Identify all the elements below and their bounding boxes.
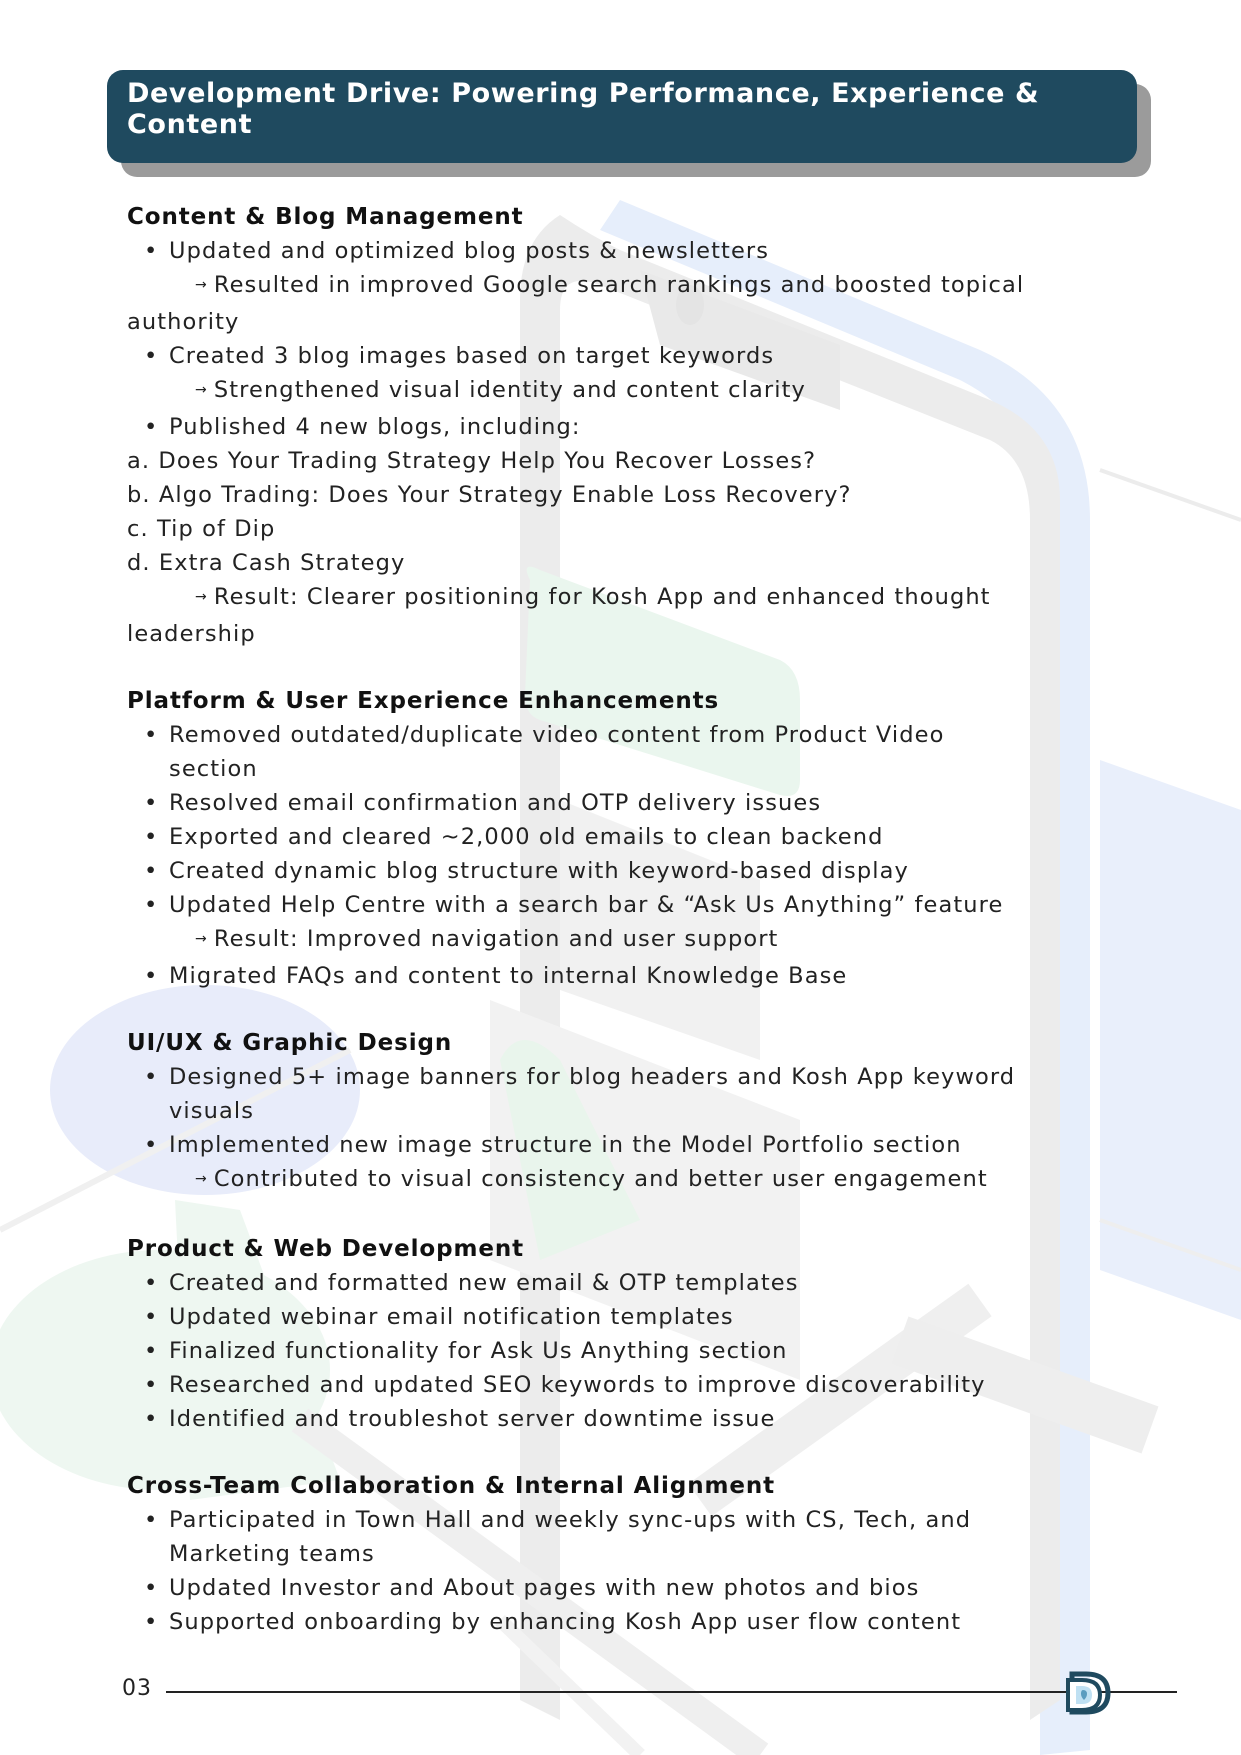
bullet-text: Updated Help Centre with a search bar & “Ask Us Anything” feature — [169, 892, 1004, 918]
bullet-icon: • — [144, 1507, 159, 1533]
result-line — [127, 580, 1117, 617]
bullet-item — [127, 234, 1117, 268]
line-text: authority — [127, 309, 240, 335]
line-text: b. Algo Trading: Does Your Strategy Enable Loss Recovery? — [127, 482, 852, 508]
bullet-text: Designed 5+ image banners for blog headers and Kosh App keyword — [169, 1064, 1016, 1090]
bullet-icon: • — [144, 238, 159, 264]
bullet-icon: • — [144, 892, 159, 918]
line-text: leadership — [127, 621, 256, 647]
bullet-text: Created dynamic blog structure with keyword-based display — [169, 858, 909, 884]
arrow-right-icon: → — [195, 382, 208, 398]
section-heading: Cross-Team Collaboration & Internal Alignment — [127, 1473, 776, 1499]
section — [127, 200, 1117, 651]
section — [127, 1232, 1117, 1436]
arrow-right-icon: → — [195, 277, 208, 293]
section-heading: Platform & User Experience Enhancements — [127, 688, 720, 714]
bullet-item — [127, 1060, 1117, 1094]
bullet-item — [127, 1368, 1117, 1402]
bullet-icon: • — [144, 1406, 159, 1432]
result-line — [127, 268, 1117, 305]
bullet-item — [127, 1571, 1117, 1605]
text-line — [127, 444, 1117, 478]
bullet-item — [127, 1605, 1117, 1639]
bullet-icon: • — [144, 722, 159, 748]
bullet-continuation — [127, 752, 1117, 786]
result-text: Result: Improved navigation and user support — [213, 926, 779, 952]
result-line — [127, 1162, 1117, 1199]
result-line — [127, 922, 1117, 959]
arrow-right-icon: → — [195, 589, 208, 605]
bullet-continuation — [127, 1094, 1117, 1128]
bullet-icon: • — [144, 1270, 159, 1296]
line-text: d. Extra Cash Strategy — [127, 550, 406, 576]
result-line — [127, 373, 1117, 410]
bullet-icon: • — [144, 1132, 159, 1158]
result-text: Resulted in improved Google search rankings and boosted topical — [213, 272, 1025, 298]
bullet-text: Researched and updated SEO keywords to improve discoverability — [169, 1372, 986, 1398]
bullet-text: Created and formatted new email & OTP templates — [169, 1270, 799, 1296]
bullet-item — [127, 1266, 1117, 1300]
bullet-text: Updated and optimized blog posts & newsletters — [169, 238, 770, 264]
bullet-item — [127, 339, 1117, 373]
header-banner — [107, 70, 1137, 163]
section — [127, 1026, 1117, 1199]
brand-d-logo-icon — [1066, 1670, 1112, 1716]
bullet-item — [127, 718, 1117, 752]
bullet-text: Created 3 blog images based on target keywords — [169, 343, 775, 369]
arrow-right-icon: → — [195, 931, 208, 947]
bullet-text: Published 4 new blogs, including: — [169, 414, 581, 440]
bullet-icon: • — [144, 1609, 159, 1635]
bullet-continuation — [127, 1537, 1117, 1571]
result-text: Strengthened visual identity and content clarity — [213, 377, 806, 403]
bullet-text: Exported and cleared ~2,000 old emails to clean backend — [169, 824, 884, 850]
line-text: a. Does Your Trading Strategy Help You Recover Losses? — [127, 448, 817, 474]
footer-divider — [166, 1691, 1177, 1693]
bullet-icon: • — [144, 824, 159, 850]
text-line — [127, 512, 1117, 546]
text-line — [127, 478, 1117, 512]
bullet-item — [127, 820, 1117, 854]
bullet-text: Identified and troubleshot server downtime issue — [169, 1406, 776, 1432]
page-title-line-1: Development Drive: Powering Performance, Experience & — [127, 78, 1040, 109]
page-title-line-2: Content — [127, 109, 253, 140]
result-text: Result: Clearer positioning for Kosh App and enhanced thought — [213, 584, 991, 610]
bullet-item — [127, 888, 1117, 922]
bullet-item — [127, 1300, 1117, 1334]
bullet-icon: • — [144, 1372, 159, 1398]
bullet-text: section — [169, 756, 258, 782]
bullet-text: Implemented new image structure in the Model Portfolio section — [169, 1132, 962, 1158]
bullet-text: Updated Investor and About pages with new photos and bios — [169, 1575, 920, 1601]
text-line — [127, 305, 1117, 339]
line-text: c. Tip of Dip — [127, 516, 276, 542]
bullet-text: Resolved email confirmation and OTP delivery issues — [169, 790, 822, 816]
bullet-icon: • — [144, 963, 159, 989]
bullet-icon: • — [144, 1338, 159, 1364]
bullet-item — [127, 959, 1117, 993]
bullet-text: Participated in Town Hall and weekly sync-ups with CS, Tech, and — [169, 1507, 972, 1533]
bullet-text: Migrated FAQs and content to internal Knowledge Base — [169, 963, 848, 989]
report-content — [127, 200, 1117, 1672]
section — [127, 684, 1117, 993]
bullet-text: visuals — [169, 1098, 255, 1124]
bullet-icon: • — [144, 414, 159, 440]
result-text: Contributed to visual consistency and better user engagement — [213, 1166, 988, 1192]
bullet-icon: • — [144, 1575, 159, 1601]
bullet-text: Supported onboarding by enhancing Kosh App user flow content — [169, 1609, 962, 1635]
bullet-text: Finalized functionality for Ask Us Anything section — [169, 1338, 788, 1364]
section-heading: Content & Blog Management — [127, 204, 524, 230]
page-title — [127, 78, 1117, 140]
bullet-icon: • — [144, 343, 159, 369]
page-number: 03 — [122, 1676, 152, 1701]
bullet-item — [127, 1334, 1117, 1368]
section-heading: Product & Web Development — [127, 1236, 525, 1262]
bullet-item — [127, 410, 1117, 444]
bullet-item — [127, 854, 1117, 888]
arrow-right-icon: → — [195, 1171, 208, 1187]
bullet-icon: • — [144, 1064, 159, 1090]
page-footer — [122, 1674, 1122, 1714]
bullet-text: Updated webinar email notification templates — [169, 1304, 734, 1330]
bullet-text: Removed outdated/duplicate video content from Product Video — [169, 722, 945, 748]
bullet-icon: • — [144, 790, 159, 816]
bullet-item — [127, 1402, 1117, 1436]
section — [127, 1469, 1117, 1639]
text-line — [127, 546, 1117, 580]
bullet-text: Marketing teams — [169, 1541, 375, 1567]
bullet-icon: • — [144, 1304, 159, 1330]
bullet-item — [127, 1503, 1117, 1537]
text-line — [127, 617, 1117, 651]
bullet-item — [127, 786, 1117, 820]
bullet-icon: • — [144, 858, 159, 884]
bullet-item — [127, 1128, 1117, 1162]
section-heading: UI/UX & Graphic Design — [127, 1030, 453, 1056]
